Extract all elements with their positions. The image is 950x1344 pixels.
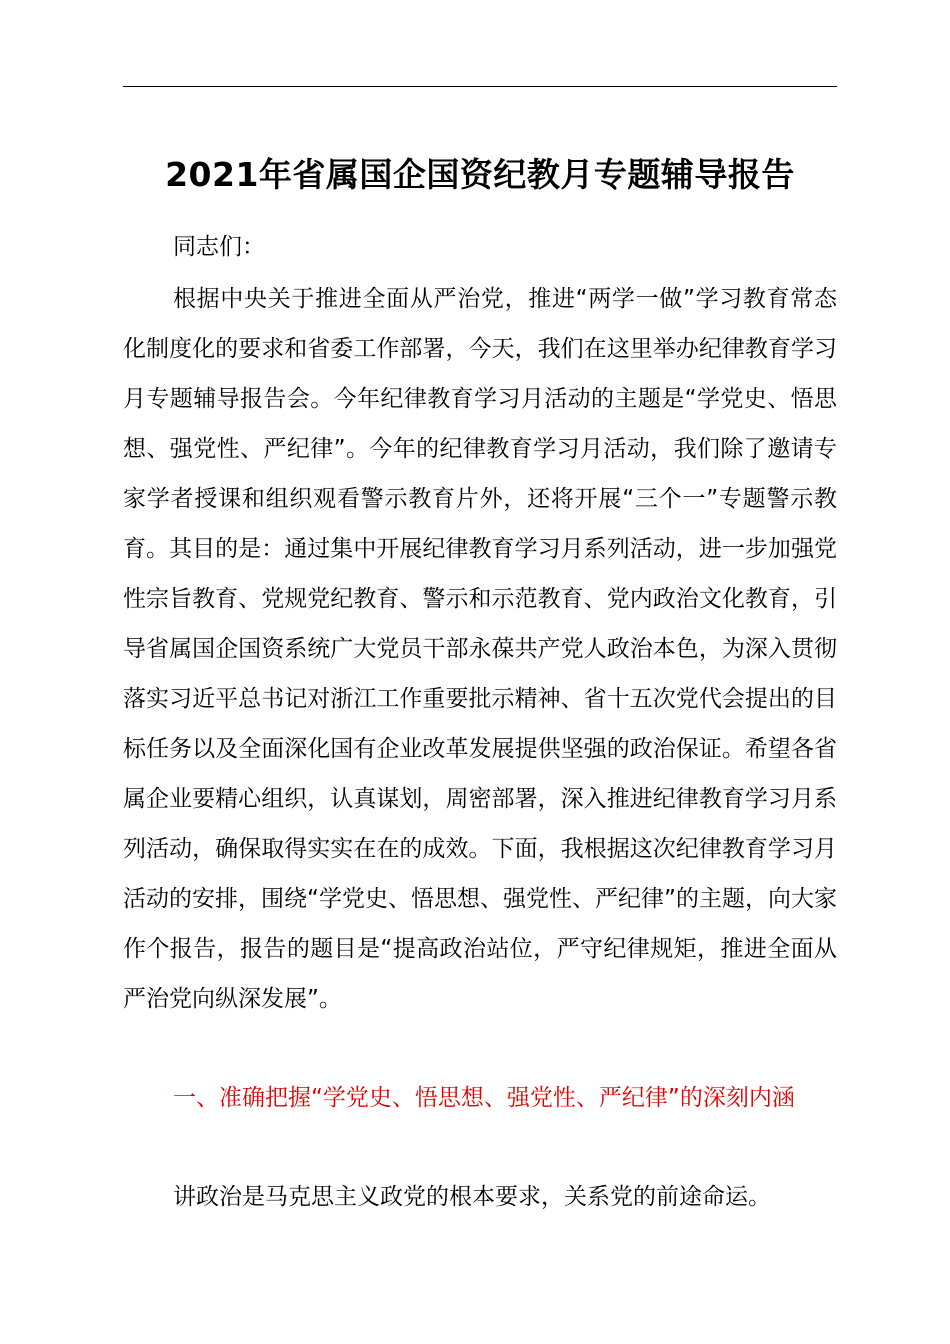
body-paragraph: 根据中央关于推进全面从严治党，推进“两学一做”学习教育常态化制度化的要求和省委工作部署，今天，我们在这里举办纪律教育学习月专题辅导报告会。今年纪律教育学习月活动的主题是“学党史、悟思想、强党性、严纪律”。今年的纪律教育学习月活动，我们除了邀请专家学者授课和组织观看警示教育片外，还将开展“三个一”专题警示教育。其目的是：通过集中开展纪律教育学习月系列活动，进一步加强党性宗旨教育、党规党纪教育、警示和示范教育、党内政治文化教育，引导省属国企国资系统广大党员干部永葆共产党人政治本色，为深入贯彻落实习近平总书记对浙江工作重要批示精神、省十五次党代会提出的目标任务以及全面深化国有企业改革发展提供坚强的政治保证。希望各省属企业要精心组织，认真谋划，周密部署，深入推进纪律教育学习月系列活动，确保取得实实在在的成效。下面，我根据这次纪律教育学习月活动的安排，围绕“学党史、悟思想、强党性、严纪律”的主题，向大家作个报告，报告的题目是“提高政治站位，严守纪律规矩，推进全面从严治党向纵深发展”。 [123, 286, 837, 1012]
section-paragraph: 讲政治是马克思主义政党的根本要求，关系党的前途命运。 [173, 1184, 771, 1210]
salutation: 同志们： [173, 234, 265, 260]
header-rule [123, 86, 837, 87]
section-heading: 一、准确把握“学党史、悟思想、强党性、严纪律”的深刻内涵 [173, 1085, 795, 1111]
document-title: 2021年省属国企国资纪教月专题辅导报告 [165, 155, 795, 194]
